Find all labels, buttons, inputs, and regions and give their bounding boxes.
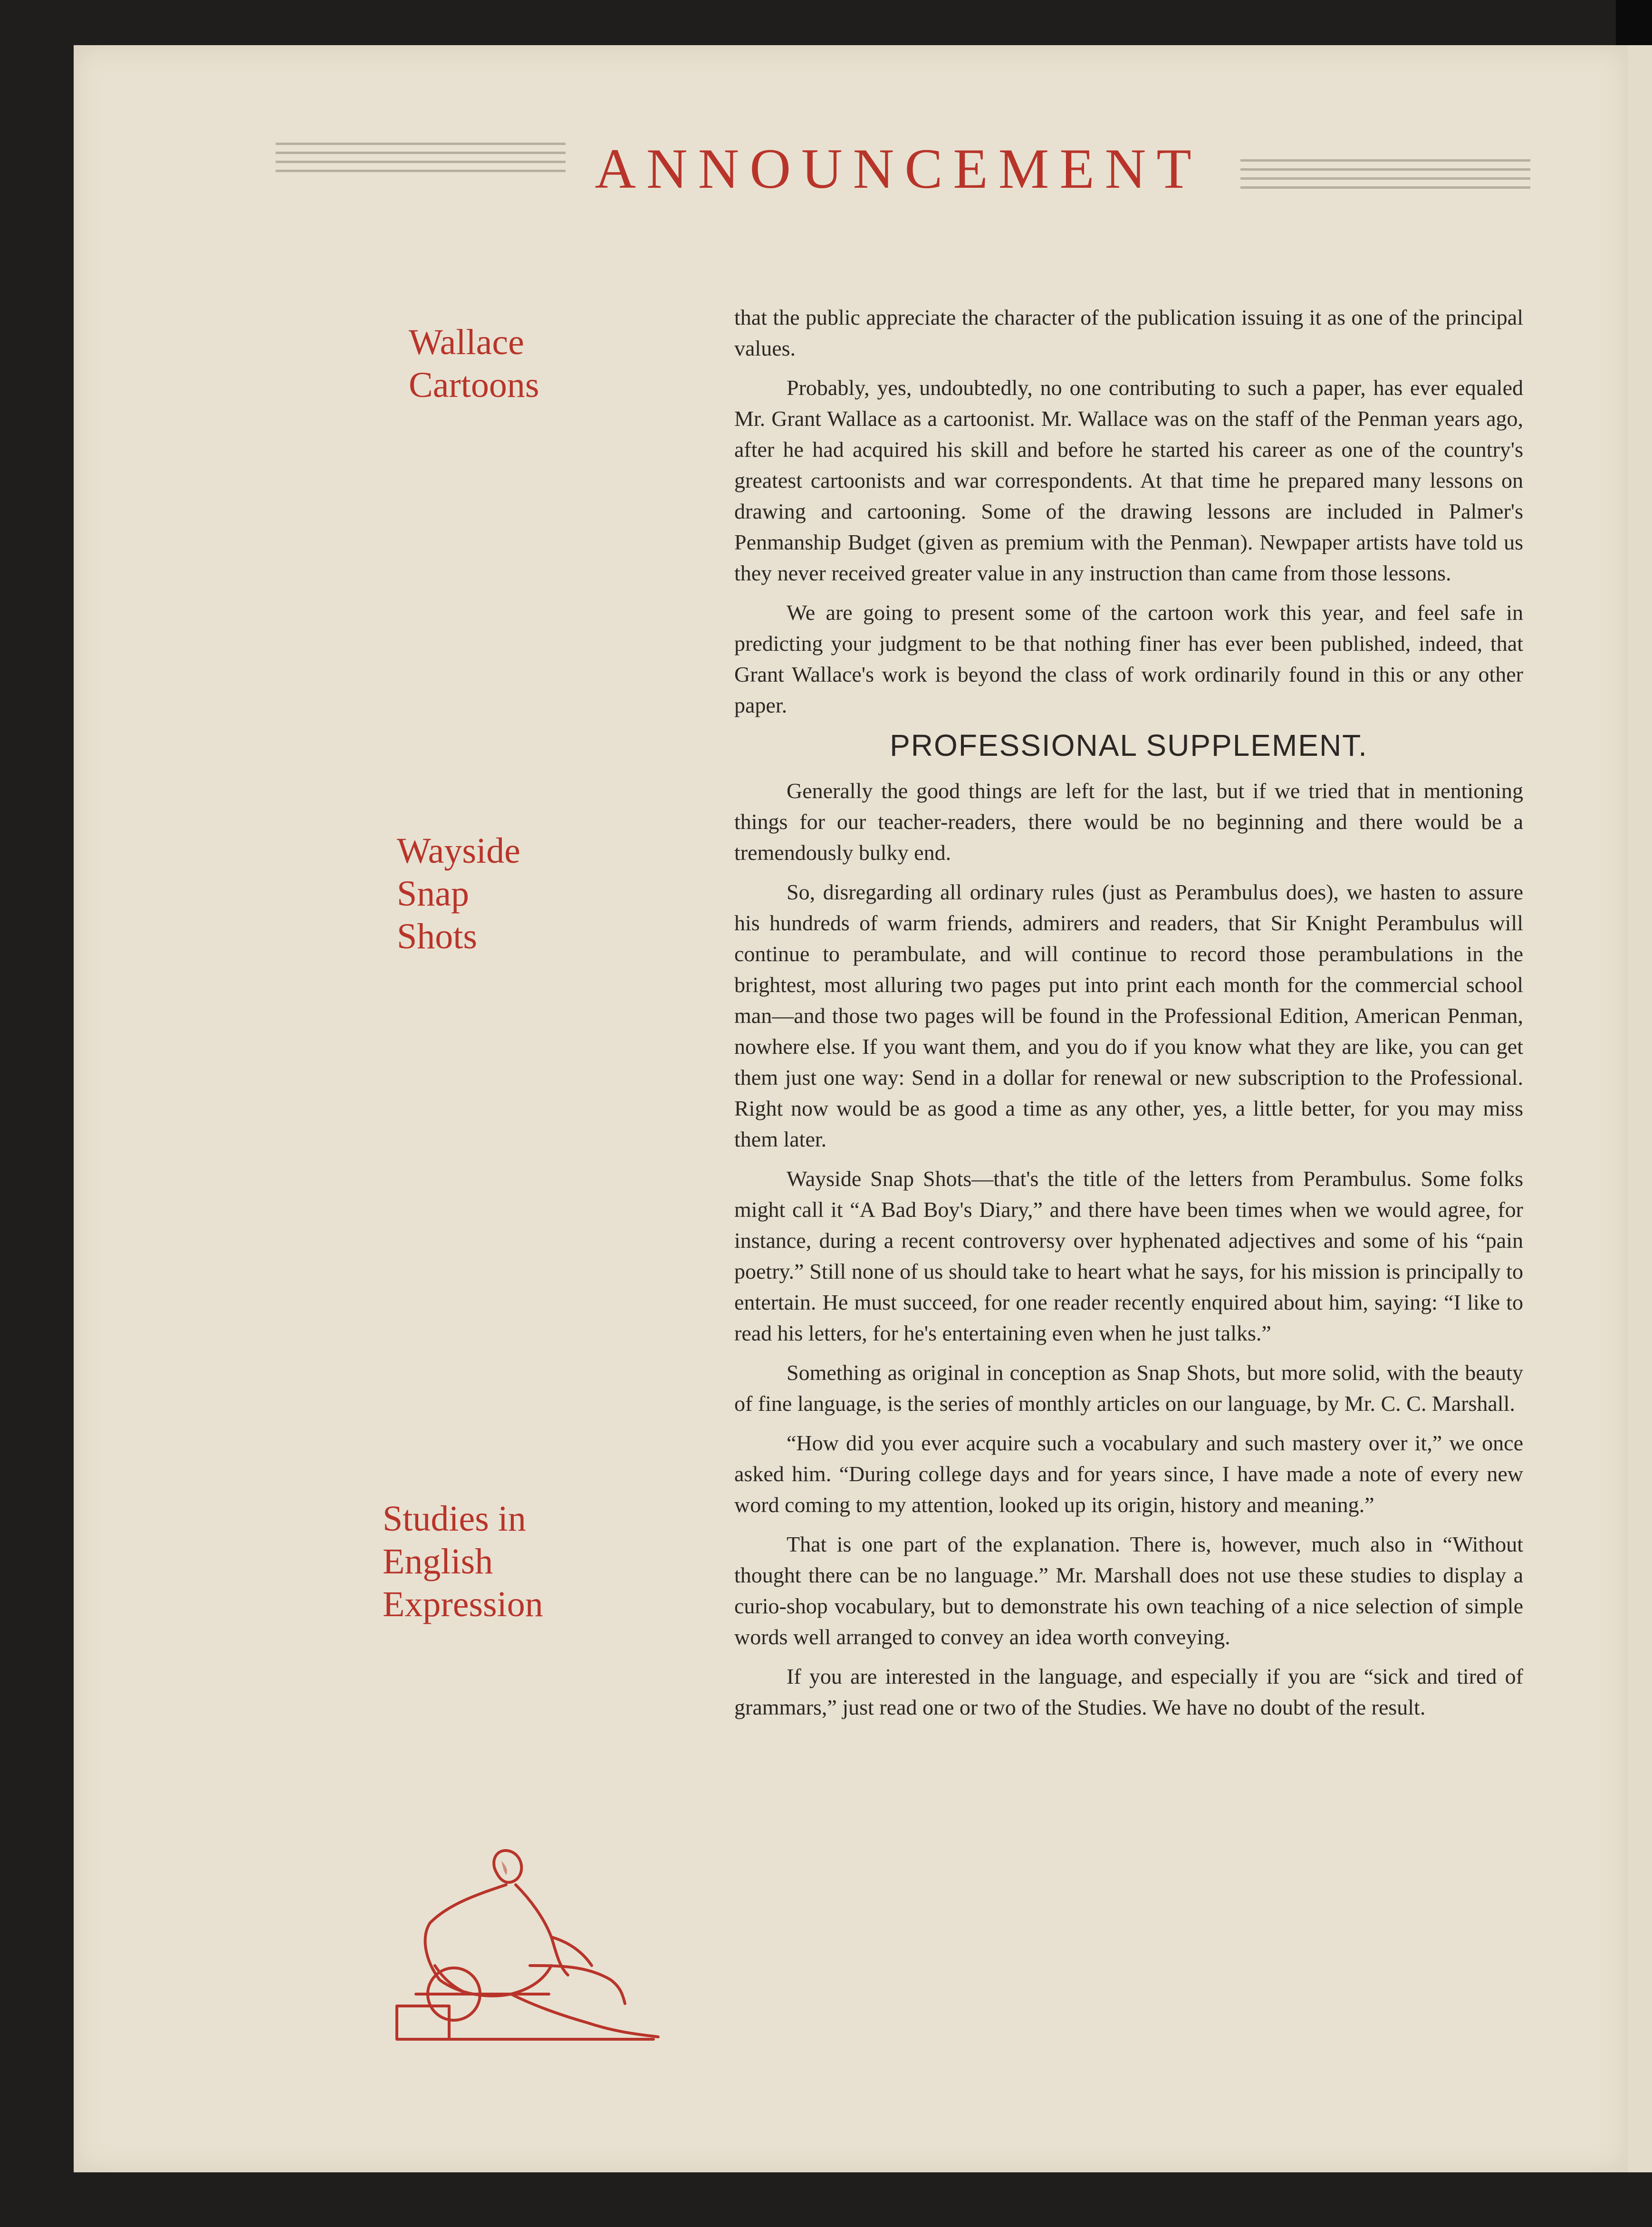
paragraph: Probably, yes, undoubtedly, no one contributing to such a paper, has ever equaled Mr. Grant Wallace as a cartoonist. Mr. Wallace was on the staff of the Penman years ago, after he had acquired his skill and before he started his career as one of the country's greatest cartoonists and war correspondents. At that time he prepared many lessons on drawing and cartooning. Some of the drawing lessons are included in Palmer's Penmanship Budget (given as premium with the Penman). Newpaper artists have told us they never received greater value in any instruction than came from those lessons. xyxy=(734,376,1523,585)
sidehead-line: Wallace xyxy=(409,322,524,362)
article-body xyxy=(734,302,1523,1731)
paragraph: Something as original in conception as Snap Shots, but more solid, with the beauty of fine language, is the series of monthly articles on our language, by Mr. C. C. Marshall. xyxy=(734,1360,1523,1416)
paragraph: So, disregarding all ordinary rules (just as Perambulus does), we hasten to assure his hundreds of warm friends, admirers and readers, that Sir Knight Perambulus will continue to perambulate, and will continue to record those perambulations in the brightest, most alluring two pages put into print each month for the commercial school man—and those two pages will be found in the Professional Edition, American Penman, nowhere else. If you want them, and you do if you know what they are like, you can get them just one way: Send in a dollar for renewal or new subscription to the Professional. Right now would be as good a time as any other, yes, a little better, for you may miss them later. xyxy=(734,880,1523,1151)
sidehead-line: Expression xyxy=(383,1584,543,1624)
paragraph: If you are interested in the language, and especially if you are “sick and tired of grammars,” just read one or two of the Studies. We have no doubt of the result. xyxy=(734,1664,1523,1719)
sidehead-line: Studies in xyxy=(383,1499,526,1539)
sidehead-wayside-snap-shots xyxy=(397,829,520,958)
paragraph: Generally the good things are left for the last, but if we tried that in mentioning things for our teacher-readers, there would be no beginning and there would be a tremendously bulky end. xyxy=(734,779,1523,865)
paragraph: Wayside Snap Shots—that's the title of the letters from Perambulus. Some folks might call it “A Bad Boy's Diary,” and there have been times when we would agree, for instance, during a recent controversy over hyphenated adjectives and some of his “pain poetry.” Still none of us should take to heart what he says, for his mission is principally to entertain. He must succeed, for one reader recently enquired about him, saying: “I like to read his letters, for he's entertaining even when he just talks.” xyxy=(734,1167,1523,1345)
header-rule-right xyxy=(1240,159,1530,195)
header-rule-left xyxy=(276,143,566,179)
next-page-edge xyxy=(1628,45,1652,2172)
sidehead-line: Wayside xyxy=(397,831,520,871)
sidehead-line: Cartoons xyxy=(409,365,539,405)
sidehead-line: Shots xyxy=(397,916,477,956)
page-title: ANNOUNCEMENT xyxy=(595,137,1202,200)
section-heading: PROFESSIONAL SUPPLEMENT. xyxy=(890,728,1368,762)
paragraph: “How did you ever acquire such a vocabulary and such mastery over it,” we once asked him. “During college days and for years since, I have made a note of every new word coming to my attention, looked up its origin, history and meaning.” xyxy=(734,1431,1523,1517)
paragraph: that the public appreciate the character of the publication issuing it as one of the principal values. xyxy=(734,305,1523,360)
sidehead-wallace-cartoons xyxy=(409,321,539,406)
document-page xyxy=(74,45,1628,2172)
sidehead-line: English xyxy=(383,1542,493,1581)
seated-figure-illustration xyxy=(387,1823,672,2061)
paragraph: That is one part of the explanation. There is, however, much also in “Without thought there can be no language.” Mr. Marshall does not use these studies to display a curio-shop vocabulary, but to demonstrate his own teaching of a nice selection of simple words well arranged to convey an idea worth conveying. xyxy=(734,1532,1523,1649)
sidehead-line: Snap xyxy=(397,874,469,914)
paragraph: We are going to present some of the cartoon work this year, and feel safe in predicting your judgment to be that nothing finer has ever been published, indeed, that Grant Wallace's work is beyond the class of work ordinarily found in this or any other paper. xyxy=(734,600,1523,717)
sidehead-studies-english-expression xyxy=(383,1497,543,1626)
